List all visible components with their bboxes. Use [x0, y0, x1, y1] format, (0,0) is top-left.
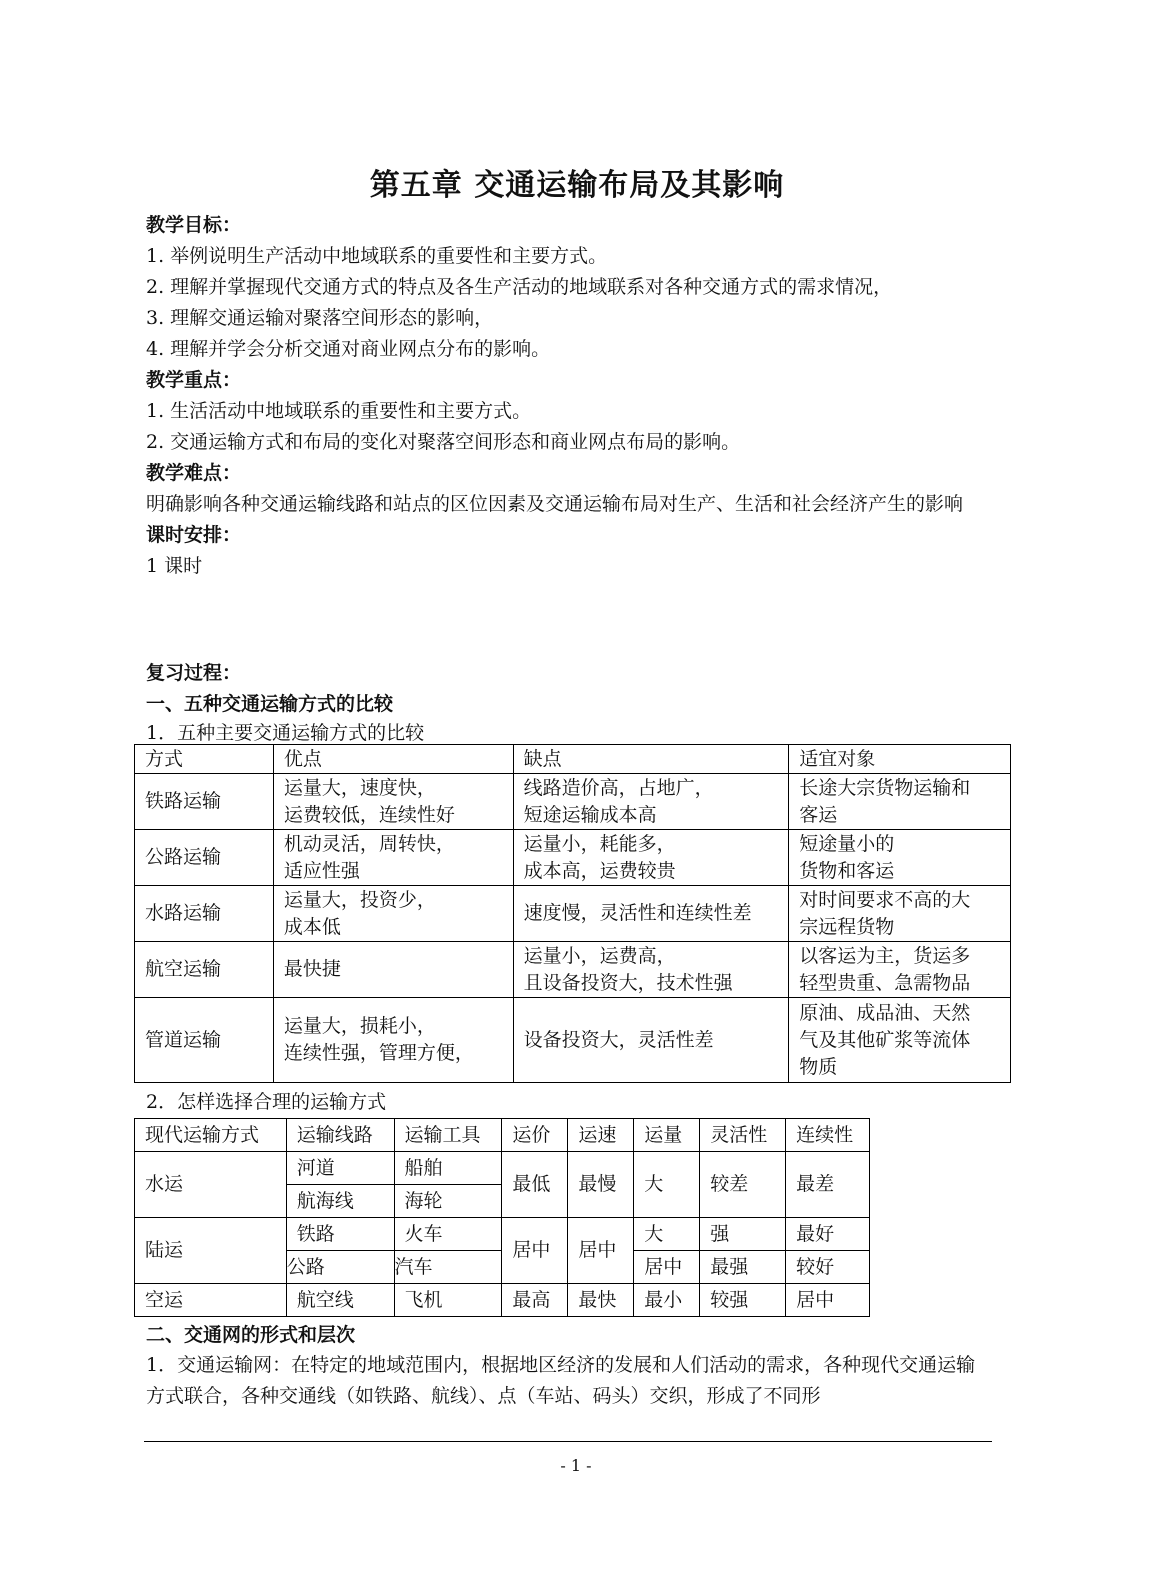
key-points-heading: 教学重点：: [146, 369, 242, 391]
section1-heading: 一、五种交通运输方式的比较: [146, 693, 394, 715]
table-cell: 汽车: [394, 1251, 502, 1284]
table-cell: 最差: [786, 1152, 870, 1218]
table-cell: 陆运: [135, 1218, 287, 1284]
table-row: [135, 942, 1011, 998]
page-number: - 1 -: [560, 1456, 592, 1475]
footer-divider: [144, 1441, 992, 1442]
table-header-cell: 运输工具: [394, 1119, 502, 1152]
section1-sub2: 2．怎样选择合理的运输方式: [146, 1091, 387, 1113]
page-title: 第五章 交通运输布局及其影响: [369, 168, 785, 203]
table-cell: 铁路: [286, 1218, 394, 1251]
table-header-cell: 灵活性: [700, 1119, 786, 1152]
table-cell: 最低: [502, 1152, 568, 1218]
table-header-cell: 适宜对象: [789, 745, 1011, 774]
key-point-item: 2. 交通运输方式和布局的变化对聚落空间形态和商业网点布局的影响。: [146, 431, 741, 453]
table-cell: 长途大宗货物运输和 客运: [789, 774, 1011, 830]
table-cell: 强: [700, 1218, 786, 1251]
transport-selection-table: [134, 1118, 870, 1317]
table-cell: 船舶: [394, 1152, 502, 1185]
table-cell: 最快: [568, 1284, 634, 1317]
table-header-cell: 运价: [502, 1119, 568, 1152]
table-cell: 最高: [502, 1284, 568, 1317]
key-point-item: 1. 生活活动中地域联系的重要性和主要方式。: [146, 400, 532, 422]
table-cell: 较好: [786, 1251, 870, 1284]
table-header-cell: 运量: [634, 1119, 700, 1152]
table-header-cell: 运输线路: [286, 1119, 394, 1152]
table-row: [135, 1152, 870, 1185]
table-header-cell: 优点: [273, 745, 513, 774]
table-cell: 最强: [700, 1251, 786, 1284]
table-cell: 大: [634, 1152, 700, 1218]
table-row: [135, 774, 1011, 830]
table-cell: 海轮: [394, 1185, 502, 1218]
table-cell: 对时间要求不高的大 宗远程货物: [789, 886, 1011, 942]
table-row: [135, 1218, 870, 1251]
table-cell: 飞机: [394, 1284, 502, 1317]
table-cell: 设备投资大，灵活性差: [513, 998, 789, 1083]
table-cell: 居中: [502, 1218, 568, 1284]
table-row: [135, 998, 1011, 1083]
goal-item: 4. 理解并学会分析交通对商业网点分布的影响。: [146, 338, 551, 360]
table-cell: 较差: [700, 1152, 786, 1218]
table-row: [135, 1284, 870, 1317]
table-cell: 铁路运输: [135, 774, 274, 830]
difficulties-text: 明确影响各种交通运输线路和站点的区位因素及交通运输布局对生产、生活和社会经济产生的影响: [146, 493, 964, 515]
goal-item: 2. 理解并掌握现代交通方式的特点及各生产活动的地域联系对各种交通方式的需求情况，: [146, 276, 893, 298]
table-cell: 短途量小的 货物和客运: [789, 830, 1011, 886]
table-header-cell: 运速: [568, 1119, 634, 1152]
table-cell: 航空线: [286, 1284, 394, 1317]
table-row: [135, 886, 1011, 942]
schedule-heading: 课时安排：: [146, 524, 242, 546]
process-heading: 复习过程：: [146, 662, 242, 684]
table-cell: 居中: [786, 1284, 870, 1317]
table-cell: 机动灵活，周转快， 适应性强: [273, 830, 513, 886]
table-cell: 速度慢，灵活性和连续性差: [513, 886, 789, 942]
table-cell: 最小: [634, 1284, 700, 1317]
table-cell: 大: [634, 1218, 700, 1251]
table-cell: 运量小，运费高， 且设备投资大，技术性强: [513, 942, 789, 998]
table-cell: 管道运输: [135, 998, 274, 1083]
table-cell: 航空运输: [135, 942, 274, 998]
table-header-row: [135, 745, 1011, 774]
table-cell: 水运: [135, 1152, 287, 1218]
table-cell: 较强: [700, 1284, 786, 1317]
table-cell: 最慢: [568, 1152, 634, 1218]
table-cell: 运量大，损耗小， 连续性强，管理方便，: [273, 998, 513, 1083]
table-cell: 火车: [394, 1218, 502, 1251]
table-cell: 居中: [568, 1218, 634, 1284]
table-cell: 运量大，投资少， 成本低: [273, 886, 513, 942]
table-header-cell: 现代运输方式: [135, 1119, 287, 1152]
table-cell: 运量大，速度快， 运费较低，连续性好: [273, 774, 513, 830]
table-cell: 运量小，耗能多， 成本高，运费较贵: [513, 830, 789, 886]
table-header-row: [135, 1119, 870, 1152]
section1-sub1: 1．五种主要交通运输方式的比较: [146, 722, 425, 744]
table-cell: 最快捷: [273, 942, 513, 998]
table-cell: 河道: [286, 1152, 394, 1185]
difficulties-heading: 教学难点：: [146, 462, 242, 484]
goals-heading: 教学目标：: [146, 214, 242, 236]
table-cell: 原油、成品油、天然 气及其他矿浆等流体 物质: [789, 998, 1011, 1083]
table-cell: 居中: [634, 1251, 700, 1284]
table-header-cell: 缺点: [513, 745, 789, 774]
table-row: [135, 830, 1011, 886]
transport-comparison-table: [134, 744, 1011, 1083]
section2-text: 1．交通运输网：在特定的地域范围内，根据地区经济的发展和人们活动的需求，各种现代交通运输方式联合，各种交通线（如铁路、航线）、点（车站、码头）交织，形成了不同形: [146, 1354, 976, 1407]
section2-heading: 二、交通网的形式和层次: [146, 1324, 356, 1346]
table-header-cell: 连续性: [786, 1119, 870, 1152]
schedule-text: 1 课时: [146, 555, 203, 577]
table-cell: 公路: [286, 1251, 394, 1284]
table-cell: 航海线: [286, 1185, 394, 1218]
goal-item: 1. 举例说明生产活动中地域联系的重要性和主要方式。: [146, 245, 608, 267]
goals-section: [146, 210, 1008, 582]
process-section: [146, 658, 1008, 746]
table-cell: 线路造价高，占地广， 短途运输成本高: [513, 774, 789, 830]
table-header-cell: 方式: [135, 745, 274, 774]
goal-item: 3. 理解交通运输对聚落空间形态的影响，: [146, 307, 494, 329]
table-cell: 水路运输: [135, 886, 274, 942]
table-cell: 以客运为主，货运多 轻型贵重、急需物品: [789, 942, 1011, 998]
table-cell: 空运: [135, 1284, 287, 1317]
table-cell: 公路运输: [135, 830, 274, 886]
table-cell: 最好: [786, 1218, 870, 1251]
